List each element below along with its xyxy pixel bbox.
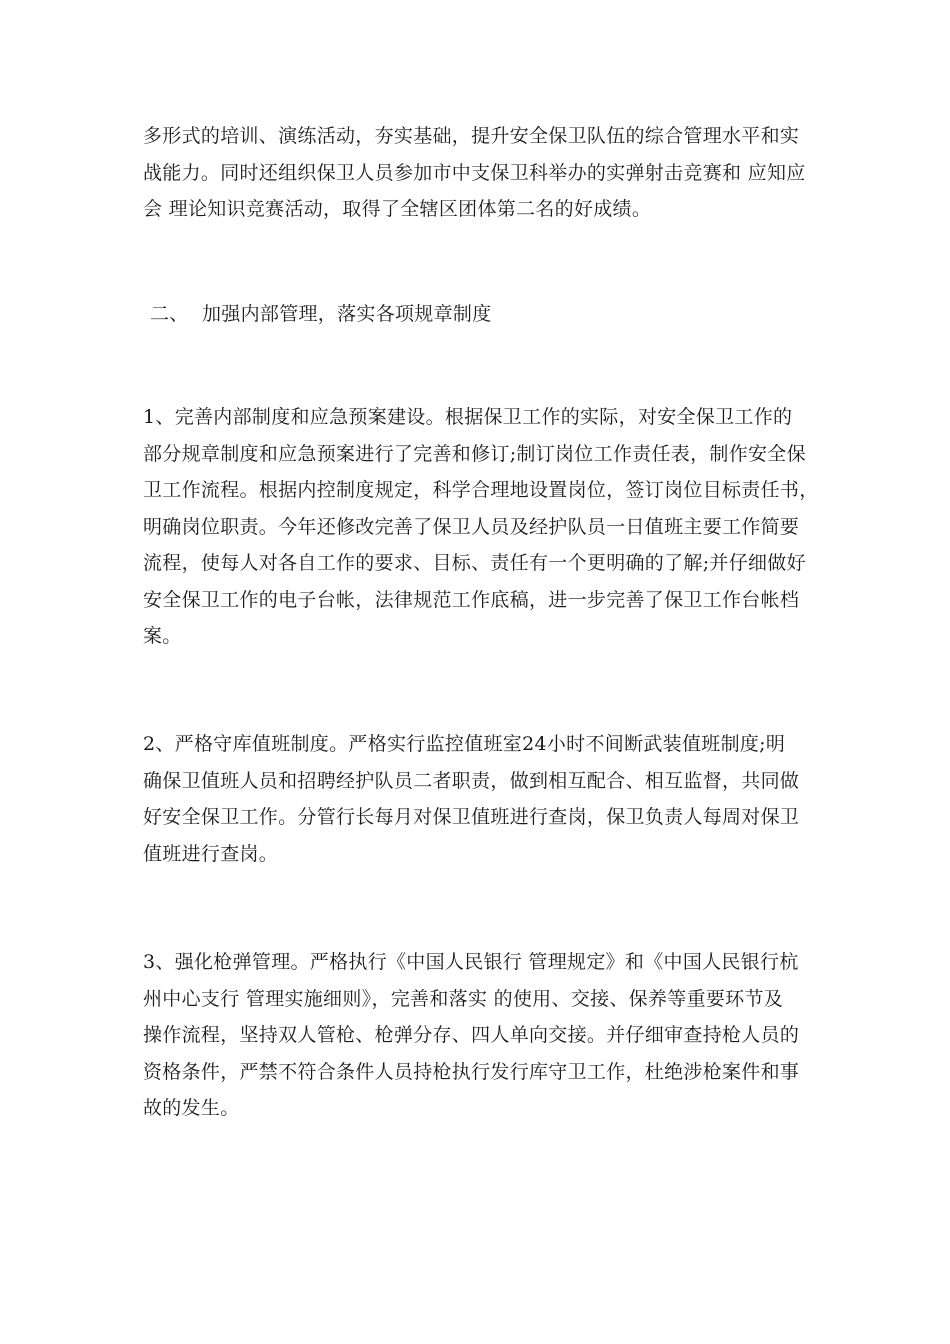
- paragraph-line: 3、强化枪弹管理。严格执行《中国人民银行 管理规定》和《中国人民银行杭: [143, 951, 799, 973]
- paragraph-line: 资格条件，严禁不符合条件人员持枪执行发行库守卫工作，杜绝涉枪案件和事: [143, 1060, 800, 1083]
- paragraph-line: 好安全保卫工作。分管行长每月对保卫值班进行查岗，保卫负责人每周对保卫: [143, 806, 800, 828]
- section-heading: [150, 296, 492, 332]
- paragraph-line: 安全保卫工作的电子台帐，法律规范工作底稿，进一步完善了保卫工作台帐档: [143, 588, 800, 611]
- section-title: 加强内部管理，落实各项规章制度: [202, 303, 492, 325]
- item-paragraph-1: [143, 399, 818, 655]
- paragraph-line: 值班进行查岗。: [143, 842, 279, 865]
- paragraph-line: 确保卫值班人员和招聘经护队员二者职责，做到相互配合、相互监督，共同做: [143, 769, 800, 792]
- paragraph-line: 案。: [143, 625, 182, 647]
- paragraph-line: 会 理论知识竞赛活动，取得了全辖区团体第二名的好成绩。: [143, 198, 652, 220]
- paragraph-line: 明确岗位职责。今年还修改完善了保卫人员及经护队员一日值班主要工作简要: [143, 515, 800, 538]
- section-number: 二、: [150, 303, 189, 325]
- intro-paragraph: [143, 118, 818, 228]
- paragraph-line: 故的发生。: [143, 1097, 240, 1119]
- paragraph-line: 2、严格守库值班制度。严格实行监控值班室24小时不间断武装值班制度;明: [143, 733, 786, 755]
- paragraph-line: 流程，使每人对各自工作的要求、目标、责任有一个更明确的了解;并仔细做好: [143, 552, 806, 574]
- paragraph-line: 操作流程，坚持双人管枪、枪弹分存、四人单向交接。并仔细审查持枪人员的: [143, 1024, 800, 1046]
- paragraph-line: 卫工作流程。根据内控制度规定，科学合理地设置岗位，签订岗位目标责任书，: [143, 479, 819, 501]
- paragraph-line: 1、完善内部制度和应急预案建设。根据保卫工作的实际，对安全保卫工作的: [143, 406, 793, 428]
- paragraph-line: 部分规章制度和应急预案进行了完善和修订;制订岗位工作责任表，制作安全保: [143, 442, 806, 465]
- paragraph-line: 州中心支行 管理实施细则》，完善和落实 的使用、交接、保养等重要环节及: [143, 987, 784, 1010]
- paragraph-line: 多形式的培训、演练活动，夯实基础，提升安全保卫队伍的综合管理水平和实: [143, 125, 800, 147]
- item-paragraph-2: [143, 726, 818, 872]
- item-paragraph-3: [143, 944, 818, 1127]
- paragraph-line: 战能力。同时还组织保卫人员参加市中支保卫科举办的实弹射击竞赛和 应知应: [143, 161, 806, 184]
